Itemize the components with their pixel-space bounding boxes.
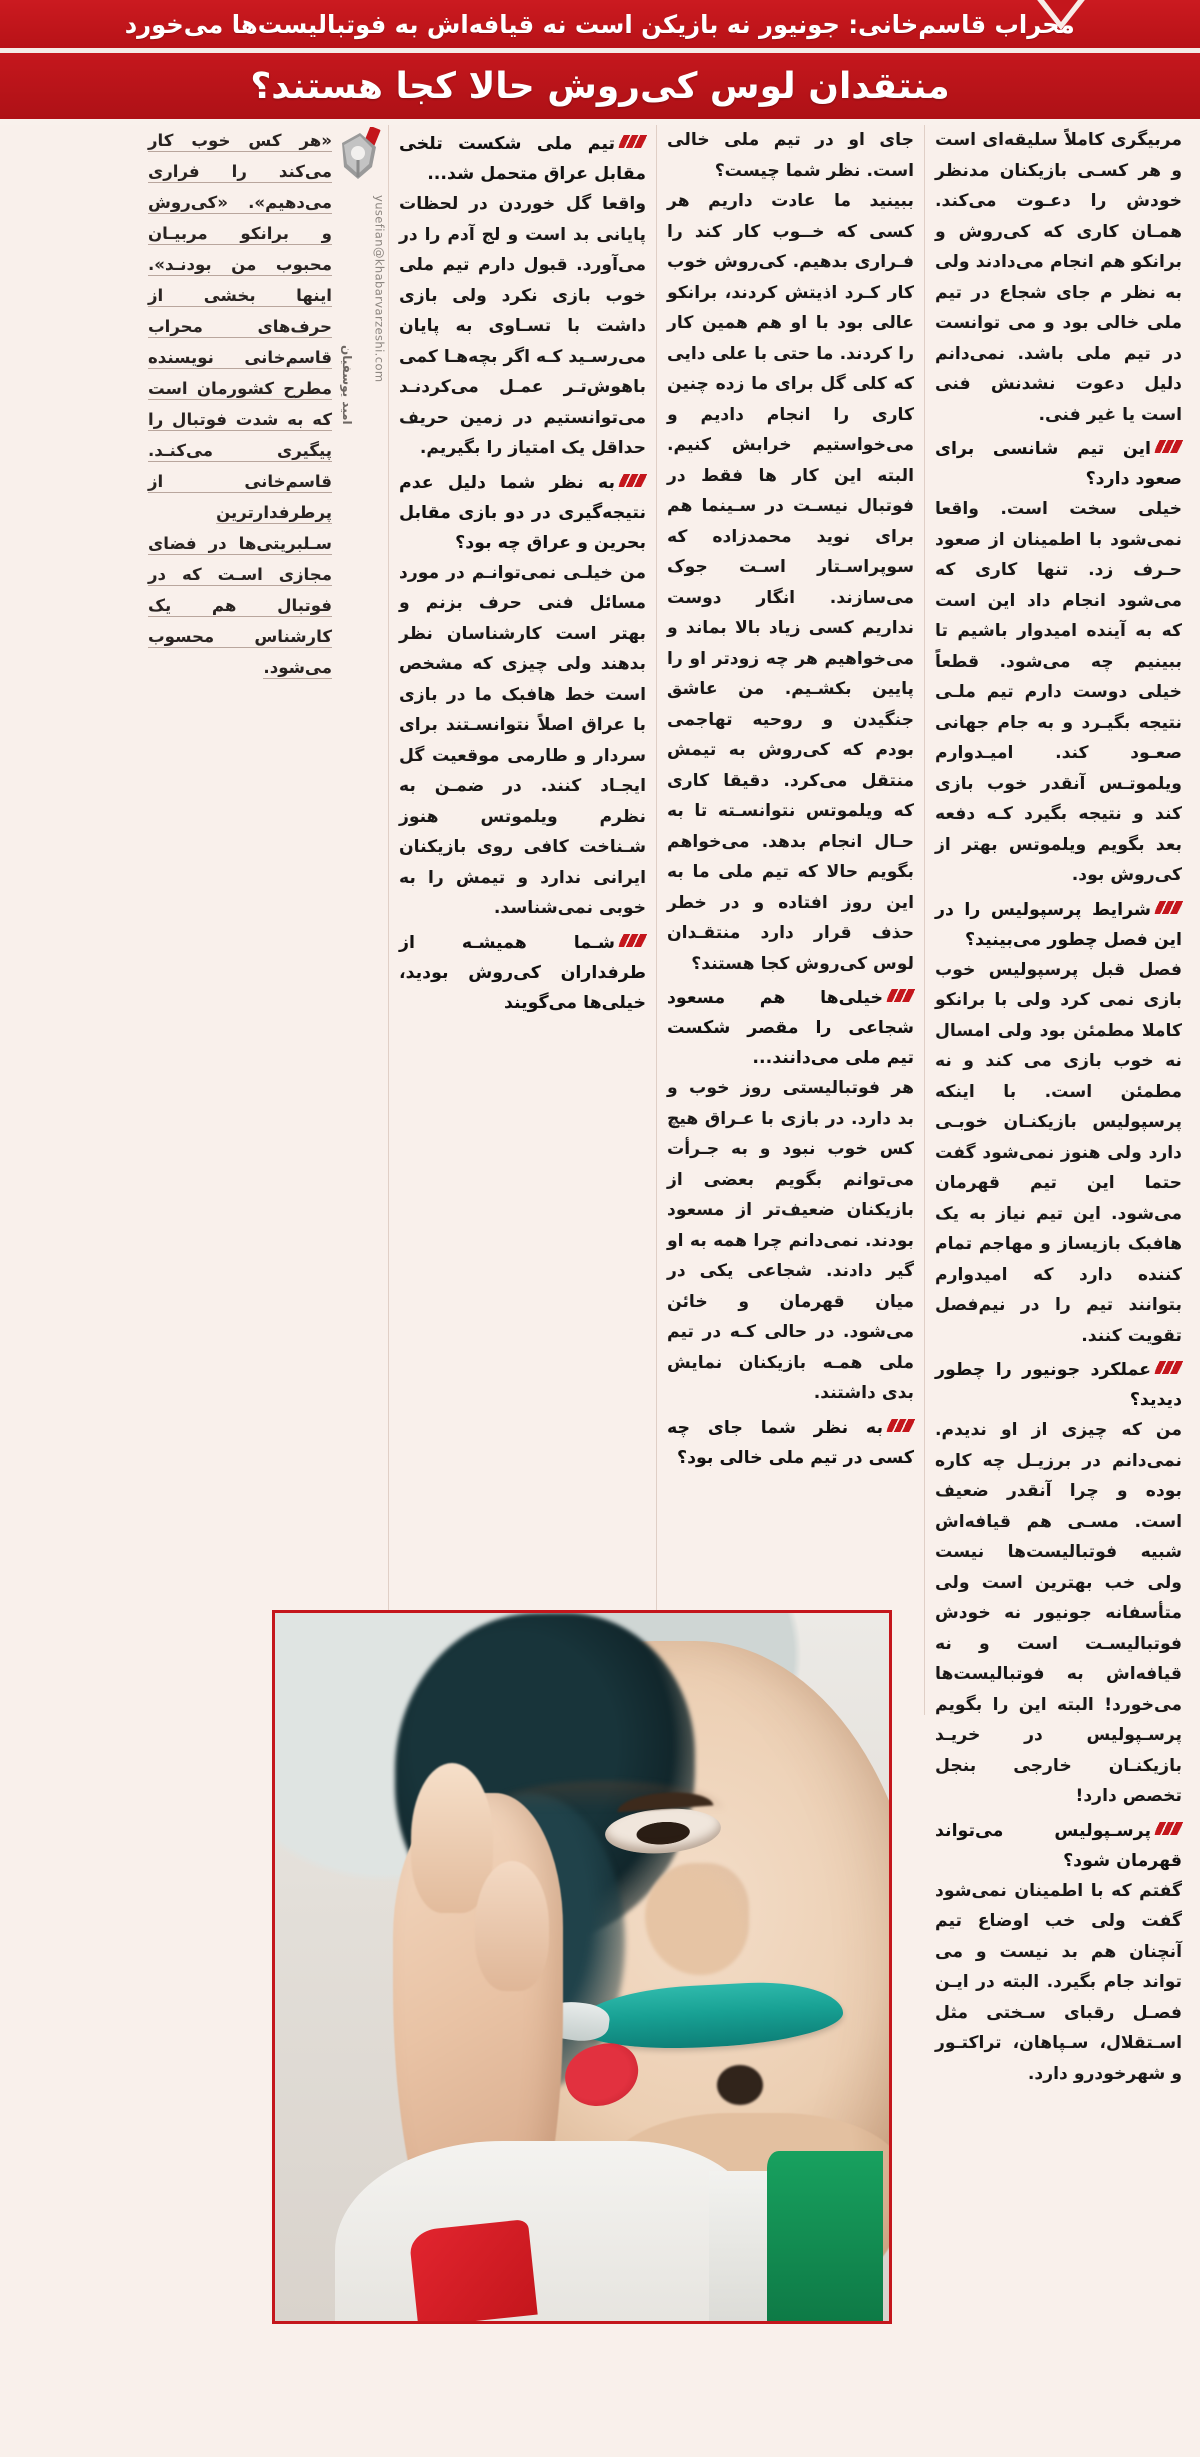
question-paragraph xyxy=(935,1816,1182,1876)
answer-paragraph: ببینید ما عادت داریم هر کسی که خــوب کار کند را فـراری بدهیم. کی‌روش خوب کار کـرد اذیتش کردند، برانکو عالی بود با او هم همین کار را کردند. ما حتی با علی دایی که کلی گل برای ما زده چنین کاری را انجام دادیم و می‌خواستیم خرابش کنیم. البته این کار ها فقط در فوتبال نیسـت در سـینما هم برای نوید محمدزاده که سوپراسـتار اسـت جوک می‌سازند. انگار دوست نداریم کسی زیاد بالا بماند و می‌خواهیم هر چه زودتر او را پایین بکشـیم. من عاشق جنگیدن و روحیه تهاجمی بودم که کی‌روش به تیمش منتقل می‌کرد. دقیقا کاری که ویلموتس نتوانسـته تا به حـال انجام بدهد. می‌خواهم بگویم حالا که تیم ملی ما به این روز افتاده و در خطر حذف قرار دارد منتقـدان لوس کی‌روش کجا هستند؟ xyxy=(667,191,914,974)
photo-shirt xyxy=(335,2141,755,2321)
question-stripe-icon xyxy=(887,1419,916,1432)
photo-finger-lower xyxy=(475,1861,549,1991)
headline-banner xyxy=(0,53,1200,119)
question-paragraph xyxy=(399,468,646,558)
article-columns xyxy=(8,125,1192,2084)
byline-rail xyxy=(340,195,387,525)
question-paragraph xyxy=(935,434,1182,494)
answer-paragraph: واقعا گل خوردن در لحظات پایانی بد است و لج آدم را در می‌آورد. قبول دارم تیم ملی خوب بازی نکرد ولی بازی داشت با تسـاوی به پایان می‌رسـید کـه اگر بچه‌هـا کمی باهوش‌تـر عمـل می‌کردنـد می‌توانستیم در زمین حریف حداقل یک امتیاز را بگیریم. xyxy=(399,194,646,458)
question-stripe-icon xyxy=(1155,440,1184,453)
question-text: به نظر شما جای چه کسی در تیم ملی خالی بود؟ xyxy=(667,1417,914,1468)
question-stripe-icon xyxy=(1155,1822,1184,1835)
photo-inner xyxy=(275,1613,889,2321)
column-mid-left xyxy=(656,125,924,1715)
question-paragraph xyxy=(935,895,1182,955)
kicker-text: محراب قاسم‌خانی: جونیور نه بازیکن است نه قیافه‌اش به فوتبالیست‌ها می‌خورد xyxy=(124,9,1076,39)
answer-paragraph: من خیلـی نمی‌توانـم در مورد مسائل فنی حرف بزنم و بهتر است کارشناسان نظر بدهند ولی چیزی که مشخص است خط هافبک ما در بازی با عراق اصلاً نتوانسـتند برای سردار و طارمی موقعیت گل ایجـاد کنند. در ضمـن به نظرم ویلموتس هنوز شـناخت کافی روی بازیکنان ایرانی ندارد و تیمش را به خوبی نمی‌شناسد. xyxy=(399,562,646,918)
kicker-banner xyxy=(0,0,1200,48)
question-stripe-icon xyxy=(619,934,648,947)
answer-paragraph: جای او در تیم ملی خالی است. نظر شما چیست؟ xyxy=(667,130,914,181)
column-lead xyxy=(138,125,388,1715)
question-text: شـما همیشـه از طرفداران کی‌روش بودید، خیلی‌ها می‌گویند xyxy=(399,932,646,1013)
photo-nose xyxy=(645,1863,749,1975)
page-title: منتقدان لوس کی‌روش حالا کجا هستند؟ xyxy=(250,65,950,107)
answer-paragraph: خیلی سخت است. واقعا نمی‌شود با اطمینان از صعود حـرف زد. تنها کاری که می‌شود انجام داد این است که به آینده امیدوار باشیم تا ببینیم چه می‌شود. قطعاً خیلی دوست دارم تیم ملـی نتیجه بگیـرد و به جام جهانی صعـود کند. امیـدوارم ویلموتـس آنقدر خوب بازی کند و نتیجه بگیرد کـه دفعه بعد بگویم ویلموتس بهتر از کی‌روش بود. xyxy=(935,499,1182,885)
lead-text: «هر کس خوب کار می‌کند را فراری می‌دهیم». «کی‌روش و برانکو مربیـان محبوب من بودنـد». اینها بخشی از حرف‌های محراب قاسم‌خانی نویسنده مطرح کشورمان است که به شدت فوتبال را پیگیری می‌کنـد. قاسم‌خانی از پرطرفدارترین سـلبریتی‌ها در فضای مجازی اسـت که در فوتبال هم یک کارشناس محسوب می‌شود. xyxy=(148,131,332,677)
question-stripe-icon xyxy=(619,474,648,487)
question-paragraph xyxy=(667,983,914,1073)
question-paragraph xyxy=(935,1355,1182,1415)
question-paragraph xyxy=(399,928,646,1018)
answer-paragraph: فصل قبل پرسپولیس خوب بازی نمی کرد ولی با برانکو کاملا مطمئن بود ولی امسال نه خوب بازی می کند و نه مطمئن است. با اینکه پرسپولیس بازیکنـان خوبـی دارد ولی هنوز نمی‌شود گفت حتما این تیم قهرمان می‌شود. این تیم نیاز به یک هافبک بازیساز و مهاجم تمام کننده دارد که امیدوارم بتوانند تیم را در نیم‌فصل تقویت کنند. xyxy=(935,959,1182,1346)
question-stripe-icon xyxy=(1155,901,1184,914)
answer-paragraph: هر فوتبالیستی روز خوب و بد دارد. در بازی با عـراق هیچ کس خوب نبود و به جـرأت می‌توانم بگویم بعضی از بازیکنان ضعیف‌تر از مسعود بودند. نمی‌دانم چرا همه به او گیر دادند. شجاعی یکی در میان قهرمان و خائن می‌شود. در حالی کـه در تیم ملی همـه بازیکنان نمایش بدی داشتند. xyxy=(667,1078,914,1403)
question-text: تیم ملی شکست تلخی مقابل عراق متحمل شد... xyxy=(399,134,646,184)
photo-flag-green xyxy=(767,2151,883,2321)
chevron-down-icon xyxy=(1034,0,1088,30)
author-email: yusefian@khabarvarzeshi.com xyxy=(372,195,387,383)
article-photo xyxy=(272,1610,892,2324)
column-mid-right xyxy=(388,125,656,1715)
question-text: پرسـپولیس می‌تواند قهرمان شود؟ xyxy=(935,1820,1182,1871)
answer-paragraph: گفتم که با اطمینان نمی‌شود گفت ولی خب اوضاع تیم آنچنان هم بد نیست و می تواند جام بگیرد. البته در ایـن فصـل رقبای سـختی مثل اسـتقلال، سـپاهان، تراکتـور و شهرخودرو دارد. xyxy=(935,1880,1182,2084)
question-paragraph xyxy=(399,129,646,189)
photo-face-paint-dark xyxy=(717,2065,763,2105)
column-left xyxy=(924,125,1192,2084)
question-text: عملکرد جونیور را چطور دیدید؟ xyxy=(935,1360,1182,1410)
question-text: خیلی‌ها هم مسعود شجاعی را مقصر شکست تیم ملی می‌دانند... xyxy=(667,988,914,1068)
question-text: شرایط پرسپولیس را در این فصل چطور می‌بینید؟ xyxy=(935,899,1182,950)
pen-nib-icon xyxy=(338,127,384,185)
question-stripe-icon xyxy=(619,135,648,148)
question-text: این تیم شانسی برای صعود دارد؟ xyxy=(935,439,1182,489)
author-name: امید یوسفیان xyxy=(340,345,354,425)
question-stripe-icon xyxy=(1155,1361,1184,1374)
lead-paragraph xyxy=(148,125,332,683)
answer-paragraph: مربیگری کاملاً سلیقه‌ای است و هر کسـی بازیکنان مدنظر خودش را دعـوت می‌کند. همـان کاری که کی‌روش و برانکو هم انجام می‌دادند ولی به نظر م جای شجاع در تیم ملی خالی بود و می توانست در تیم ملی باشد. نمی‌دانم دلیل دعوت نشدنش فنی است یا غیر فنی. xyxy=(935,130,1182,425)
question-paragraph xyxy=(667,1413,914,1473)
question-text: به نظر شما دلیل عدم نتیجه‌گیری در دو بازی مقابل بحرین و عراق چه بود؟ xyxy=(399,472,646,553)
photo-flag-red xyxy=(408,2219,537,2321)
question-stripe-icon xyxy=(887,989,916,1002)
answer-paragraph: من که چیزی از او ندیدم. نمی‌دانم در برزیـل چه کاره بوده و چرا آنقدر ضعیف است. مسـی هم قیافه‌اش شبیه فوتبالیست‌ها نیست ولی خب بهترین است ولی متأسفانه جونیور نه خودش فوتبالیسـت است و نه قیافه‌اش به فوتبالیست‌ها می‌خورد! البته این را بگویم پرسـپولیس در خریـد بازیکنـان خارجی بنجل تخصص دارد! xyxy=(935,1420,1182,1806)
